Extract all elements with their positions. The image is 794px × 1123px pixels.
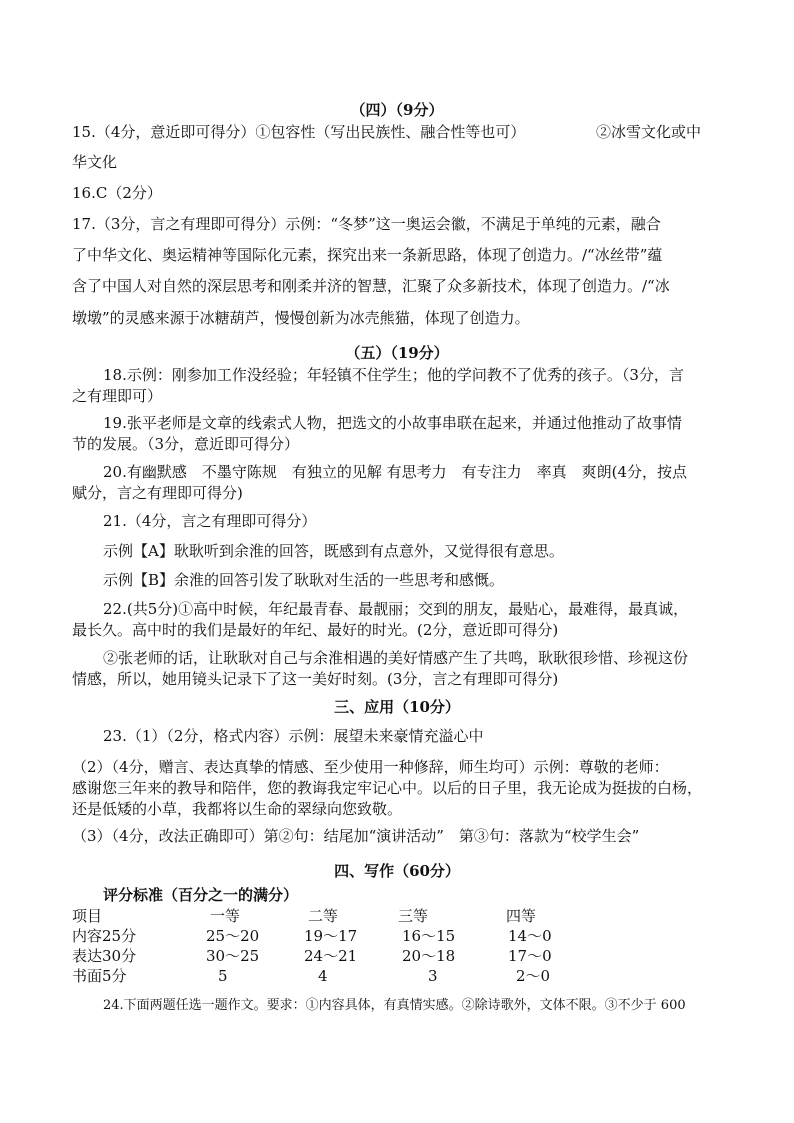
table-cell: 19～17	[304, 927, 358, 945]
q22-line-1: 22.(共5分)①高中时候，年纪最青春、最靓丽；交到的朋友，最贴心，最难得，最真诚，	[103, 600, 689, 618]
q24-instruction: 24.下面两题任选一题作文。要求：①内容具体，有真情实感。②除诗歌外，文体不限。③不少于 600	[103, 998, 686, 1013]
q18-line-1: 18.示例：刚参加工作没经验；年轻镇不住学生；他的学问教不了优秀的孩子。（3分，言	[103, 366, 684, 384]
table-header: 三等	[398, 907, 429, 925]
q18-line-2: 之有理即可）	[72, 387, 163, 405]
table-header: 一等	[210, 907, 241, 925]
q19-line-2: 节的发展。（3分，意近即可得分）	[72, 435, 300, 453]
table-cell: 表达30分	[72, 947, 137, 965]
scoring-table	[72, 906, 596, 986]
table-header: 项目	[72, 907, 103, 925]
q15-line-1b: ②冰雪文化或中	[596, 123, 702, 141]
q23-part-2-line-2: 感谢您三年来的教导和陪伴，您的教诲我定牢记心中。以后的日子里，我无论成为挺拔的白杨，	[72, 779, 703, 797]
table-cell: 16～15	[402, 927, 456, 945]
section-5-heading: （五）（19分）	[345, 344, 449, 362]
table-cell: 4	[318, 967, 328, 985]
q21-example-a: 示例【A】耿耿听到余淮的回答，既感到有点意外，又觉得很有意思。	[103, 542, 564, 560]
q19-line-1: 19.张平老师是文章的线索式人物，把选文的小故事串联在起来，并通过他推动了故事情	[103, 414, 682, 432]
table-cell: 30～25	[206, 947, 260, 965]
q16: 16.C（2分）	[72, 184, 162, 202]
q17-line-1: 17.（3分，言之有理即可得分）示例：“冬梦”这一奥运会徽，不满足于单纯的元素，融合	[72, 215, 661, 233]
q23-part-3: （3）（4分，改法正确即可）第②句：结尾加“演讲活动” 第③句：落款为“校学生会”	[72, 827, 640, 845]
table-cell: 20～18	[402, 947, 456, 965]
table-header-row	[72, 906, 596, 926]
section-4-heading: （四）（9分）	[350, 101, 444, 119]
criteria-title: 评分标准（百分之一的满分）	[103, 886, 299, 904]
q20-line-1: 20.有幽默感 不墨守陈规 有独立的见解 有思考力 有专注力 率真 爽朗(4分，按点	[103, 463, 688, 481]
table-cell: 25～20	[206, 927, 260, 945]
q17-line-2: 了中华文化、奥运精神等国际化元素，探究出来一条新思路，体现了创造力。/“冰丝带”蕴	[72, 246, 663, 264]
q23-part-2-line-1: （2）（4分，赠言、表达真挚的情感、至少使用一种修辞，师生均可）示例：尊敬的老师：	[72, 758, 669, 776]
q22-line-2: 最长久。高中时的我们是最好的年纪、最好的时光。(2分，意近即可得分)	[72, 621, 559, 639]
table-cell: 17～0	[508, 947, 552, 965]
section-writing-heading: 四、写作（60分）	[334, 862, 460, 880]
table-cell: 2～0	[516, 967, 551, 985]
section-apply-heading: 三、应用（10分）	[334, 698, 460, 716]
table-row	[72, 946, 596, 966]
q15-line-2: 华文化	[72, 153, 118, 171]
table-cell: 内容25分	[72, 927, 137, 945]
table-cell: 3	[428, 967, 438, 985]
table-cell: 24～21	[304, 947, 358, 965]
q15-line-1: 15.（4分，意近即可得分）①包容性（写出民族性、融合性等也可）	[72, 123, 526, 141]
table-cell: 书面5分	[72, 967, 127, 985]
q17-line-3: 含了中国人对自然的深层思考和刚柔并济的智慧，汇聚了众多新技术，体现了创造力。/“冰	[72, 277, 670, 295]
q23-part-2-line-3: 还是低矮的小草，我都将以生命的翠绿向您致敬。	[72, 800, 403, 818]
q21-line-1: 21.（4分，言之有理即可得分）	[103, 512, 317, 530]
q21-example-b: 示例【B】余淮的回答引发了耿耿对生活的一些思考和感慨。	[103, 571, 505, 589]
q22-line-3: ②张老师的话，让耿耿对自己与余淮相遇的美好情感产生了共鸣，耿耿很珍惜、珍视这份	[103, 649, 689, 667]
q22-line-4: 情感，所以，她用镜头记录下了这一美好时刻。(3分，言之有理即可得分)	[72, 670, 559, 688]
table-cell: 5	[218, 967, 228, 985]
table-row	[72, 926, 596, 946]
table-header: 二等	[308, 907, 339, 925]
q23-part-1: 23.（1）（2分，格式内容）示例：展望未来豪情充溢心中	[103, 727, 484, 745]
table-header: 四等	[506, 907, 537, 925]
table-row	[72, 966, 596, 986]
q17-line-4: 墩墩”的灵感来源于冰糖葫芦，慢慢创新为冰壳熊猫，体现了创造力。	[72, 309, 530, 327]
table-cell: 14～0	[508, 927, 552, 945]
q20-line-2: 赋分，言之有理即可得分)	[72, 484, 243, 502]
